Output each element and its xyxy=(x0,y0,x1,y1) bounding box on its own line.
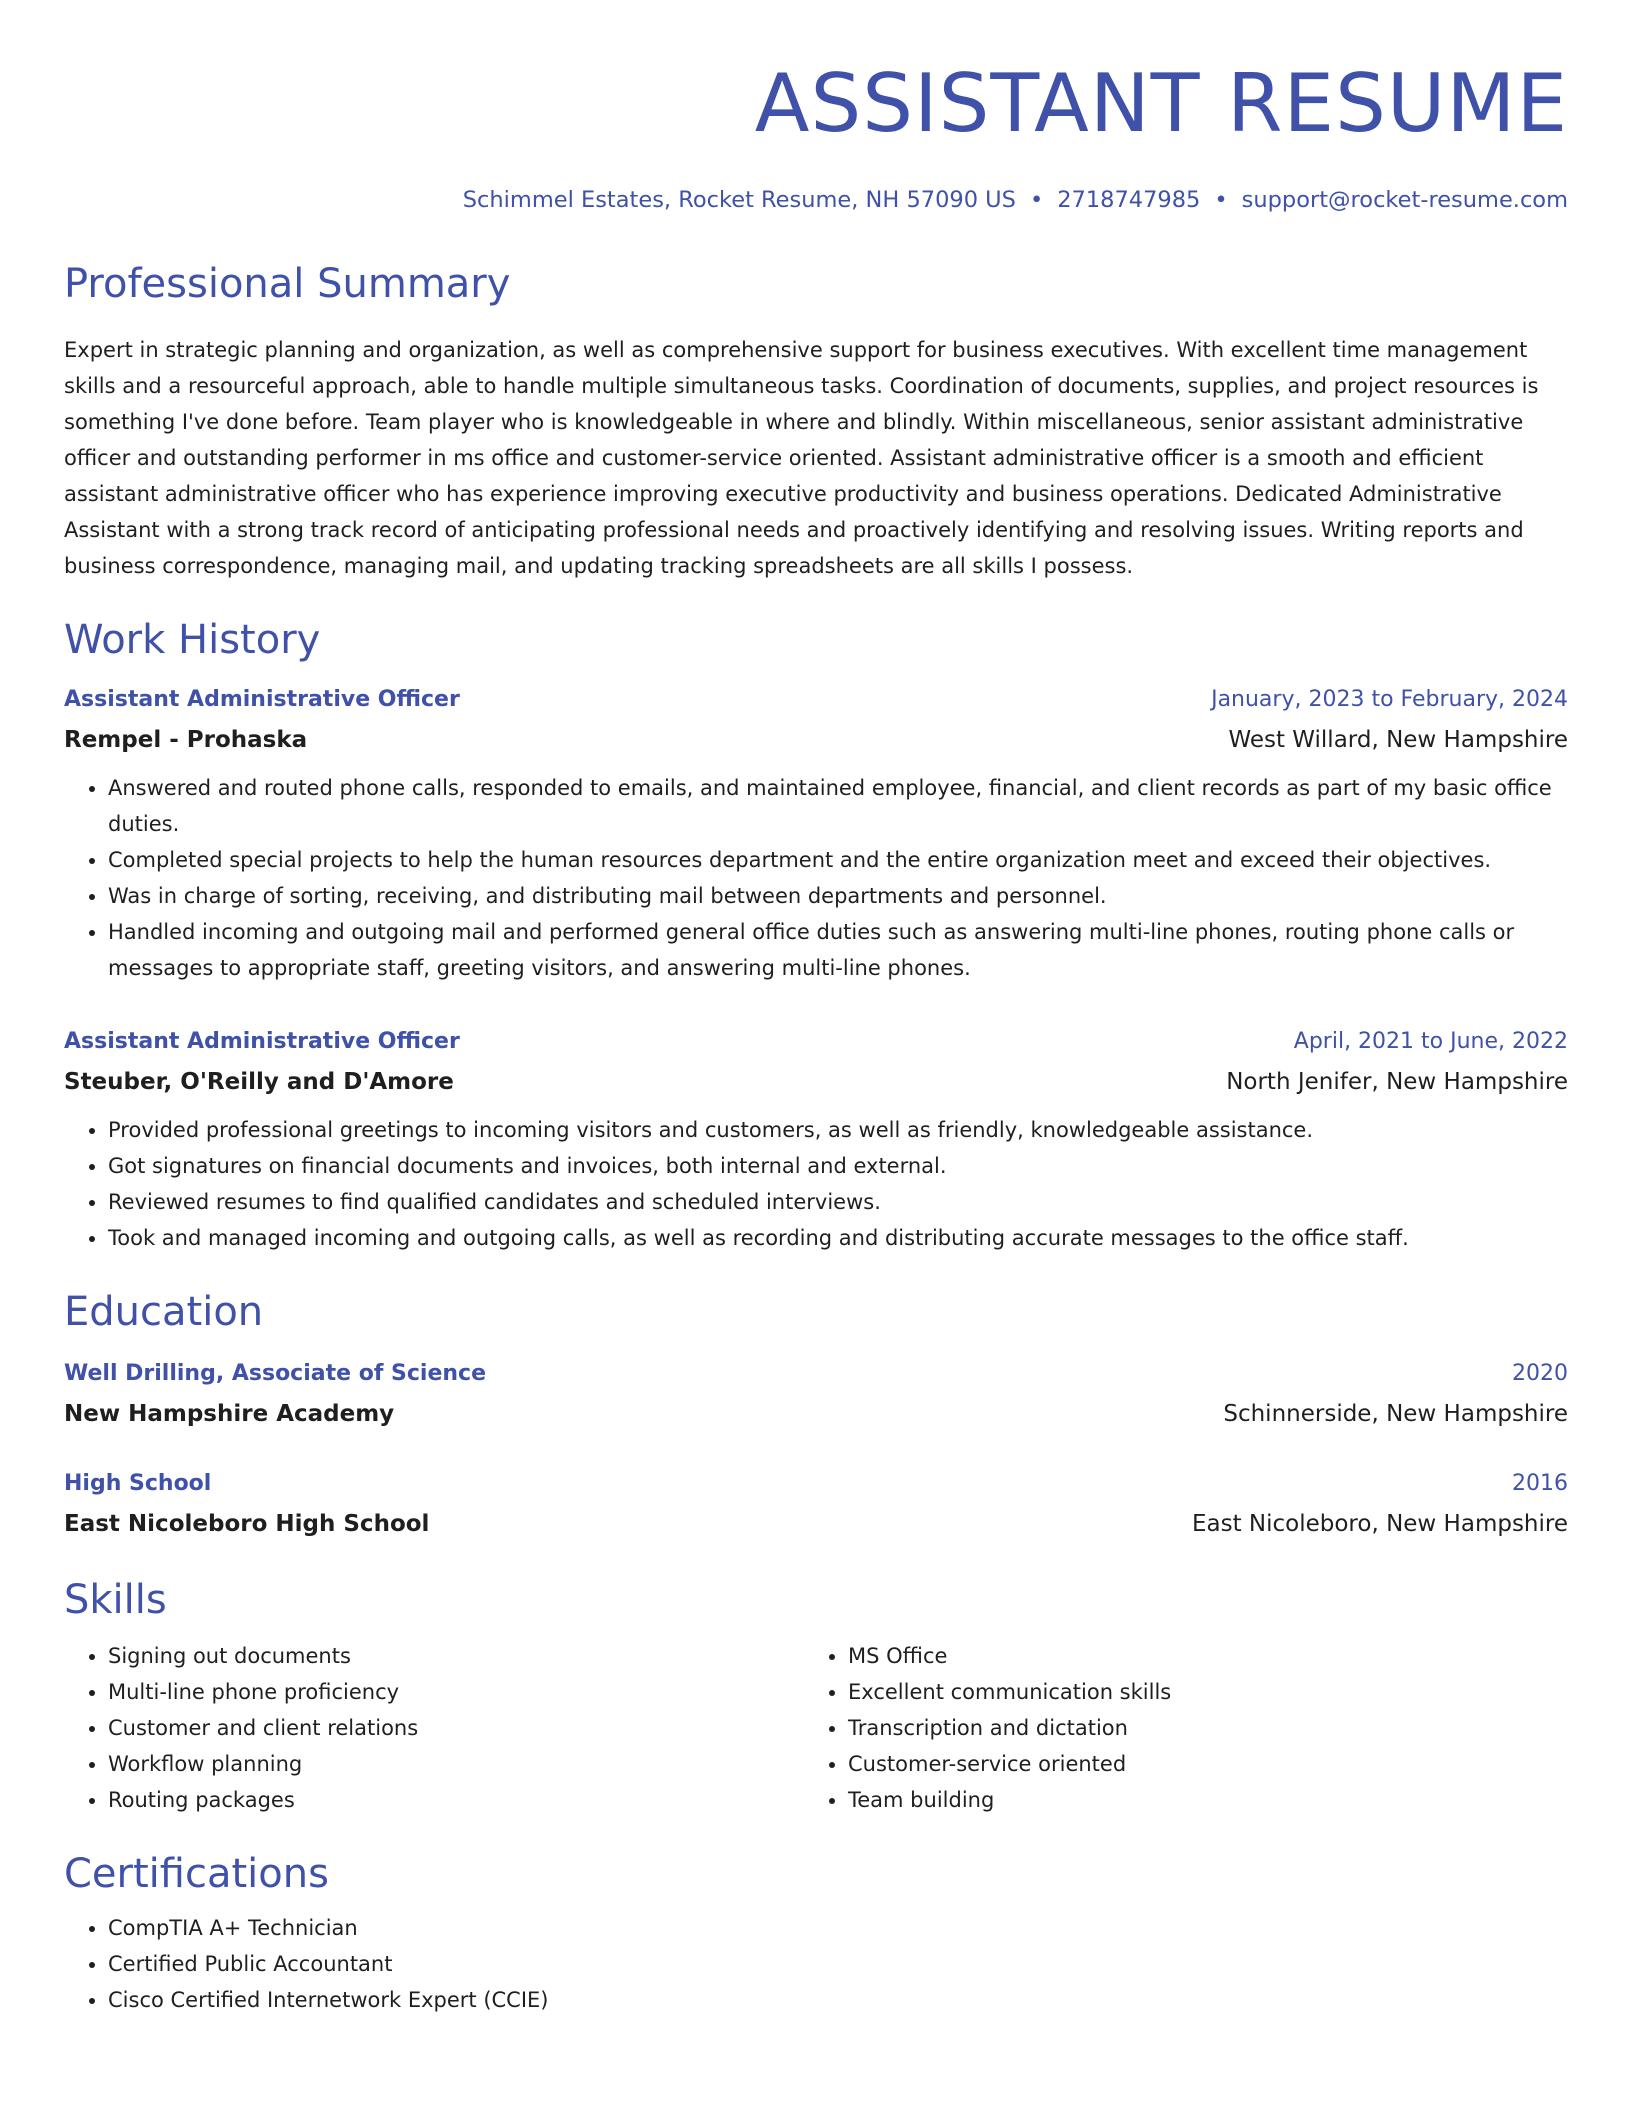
job-bullets xyxy=(64,770,1568,986)
education-school: East Nicoleboro High School xyxy=(64,1511,430,1537)
list-item: • Got signatures on financial documents and invoices, both internal and external. xyxy=(108,1148,1568,1184)
job-dates: April, 2021 to June, 2022 xyxy=(1293,1029,1568,1054)
list-item: • Customer and client relations xyxy=(108,1710,804,1746)
resume-title: ASSISTANT RESUME xyxy=(754,57,1568,150)
job-entry xyxy=(64,680,1568,986)
section-education xyxy=(64,1286,1568,1544)
list-item: • Completed special projects to help the human resources department and the entire organization meet and exceed their objectives. xyxy=(108,842,1568,878)
education-school: New Hampshire Academy xyxy=(64,1401,395,1427)
skills-columns xyxy=(64,1638,1568,1818)
job-dates: January, 2023 to February, 2024 xyxy=(1211,687,1568,712)
list-item: • Was in charge of sorting, receiving, and distributing mail between departments and personnel. xyxy=(108,878,1568,914)
list-item: • MS Office xyxy=(848,1638,1544,1674)
job-company: Rempel - Prohaska xyxy=(64,727,308,753)
list-item: • Team building xyxy=(848,1782,1544,1818)
list-item: • Workflow planning xyxy=(108,1746,804,1782)
section-skills xyxy=(64,1574,1568,1818)
list-item: • Signing out documents xyxy=(108,1638,804,1674)
job-bullets xyxy=(64,1112,1568,1256)
education-entry xyxy=(64,1354,1568,1434)
job-subheader xyxy=(64,720,1568,760)
education-header xyxy=(64,1464,1568,1504)
section-title-education: Education xyxy=(64,1289,264,1335)
skills-list-right xyxy=(804,1638,1544,1818)
list-item: • Provided professional greetings to incoming visitors and customers, as well as friendly, knowledgeable assistance. xyxy=(108,1112,1568,1148)
education-year: 2020 xyxy=(1512,1361,1568,1386)
list-item: • Took and managed incoming and outgoing calls, as well as recording and distributing accurate messages to the office staff. xyxy=(108,1220,1568,1256)
job-location: North Jenifer, New Hampshire xyxy=(1226,1069,1568,1095)
section-title-work: Work History xyxy=(64,617,321,663)
section-title-skills: Skills xyxy=(64,1577,167,1623)
list-item: • Transcription and dictation xyxy=(848,1710,1544,1746)
skills-column-right xyxy=(804,1638,1544,1818)
education-header xyxy=(64,1354,1568,1394)
job-subheader xyxy=(64,1062,1568,1102)
education-subheader xyxy=(64,1504,1568,1544)
list-item: • Reviewed resumes to find qualified candidates and scheduled interviews. xyxy=(108,1184,1568,1220)
section-work-history xyxy=(64,614,1568,1256)
education-entry xyxy=(64,1464,1568,1544)
education-location: Schinnerside, New Hampshire xyxy=(1223,1401,1568,1427)
list-item: • Routing packages xyxy=(108,1782,804,1818)
education-degree: Well Drilling, Associate of Science xyxy=(64,1361,487,1386)
education-subheader xyxy=(64,1394,1568,1434)
list-item: • Cisco Certified Internetwork Expert (CCIE) xyxy=(108,1982,1568,2018)
job-role: Assistant Administrative Officer xyxy=(64,687,460,712)
job-header xyxy=(64,680,1568,720)
contact-separator: • xyxy=(1029,187,1044,213)
skills-list-left xyxy=(64,1638,804,1818)
contact-phone: 2718747985 xyxy=(1057,187,1201,213)
list-item: • CompTIA A+ Technician xyxy=(108,1910,1568,1946)
contact-email[interactable]: support@rocket-resume.com xyxy=(1241,187,1568,213)
section-title-summary: Professional Summary xyxy=(64,261,511,307)
job-role: Assistant Administrative Officer xyxy=(64,1029,460,1054)
resume-header xyxy=(64,56,1568,214)
contact-address: Schimmel Estates, Rocket Resume, NH 57090 US xyxy=(462,187,1016,213)
education-year: 2016 xyxy=(1512,1471,1568,1496)
list-item: • Multi-line phone proficiency xyxy=(108,1674,804,1710)
summary-text: Expert in strategic planning and organization, as well as comprehensive support for business executives. With excellent time management skills and a resourceful approach, able to handle multiple simultaneous tasks. Coordination of documents, supplies, and project resources is something I've done before. Team player who is knowledgeable in where and blindly. Within miscellaneous, senior assistant administrative officer and outstanding performer in ms office and customer-service oriented. Assistant administrative officer is a smooth and efficient assistant administrative officer who has experience improving executive productivity and business operations. Dedicated Administrative Assistant with a strong track record of anticipating professional needs and proactively identifying and resolving issues. Writing reports and business correspondence, managing mail, and updating tracking spreadsheets are all skills I possess. xyxy=(64,338,1539,578)
list-item: • Certified Public Accountant xyxy=(108,1946,1568,1982)
certifications-list xyxy=(64,1910,1568,2018)
education-location: East Nicoleboro, New Hampshire xyxy=(1191,1511,1568,1537)
contact-line xyxy=(64,186,1568,214)
skills-column-left xyxy=(64,1638,804,1818)
contact-separator: • xyxy=(1214,187,1228,213)
job-company: Steuber, O'Reilly and D'Amore xyxy=(64,1069,454,1095)
section-title-certifications: Certifications xyxy=(64,1851,329,1897)
list-item: • Customer-service oriented xyxy=(848,1746,1544,1782)
education-degree: High School xyxy=(64,1471,212,1496)
section-certifications xyxy=(64,1848,1568,2018)
job-header xyxy=(64,1022,1568,1062)
list-item: • Answered and routed phone calls, responded to emails, and maintained employee, financial, and client records as part of my basic office duties. xyxy=(108,770,1568,842)
list-item: • Handled incoming and outgoing mail and performed general office duties such as answering multi-line phones, routing phone calls or messages to appropriate staff, greeting visitors, and answering multi-line phones. xyxy=(108,914,1568,986)
job-location: West Willard, New Hampshire xyxy=(1228,727,1568,753)
list-item: • Excellent communication skills xyxy=(848,1674,1544,1710)
job-entry xyxy=(64,1022,1568,1256)
